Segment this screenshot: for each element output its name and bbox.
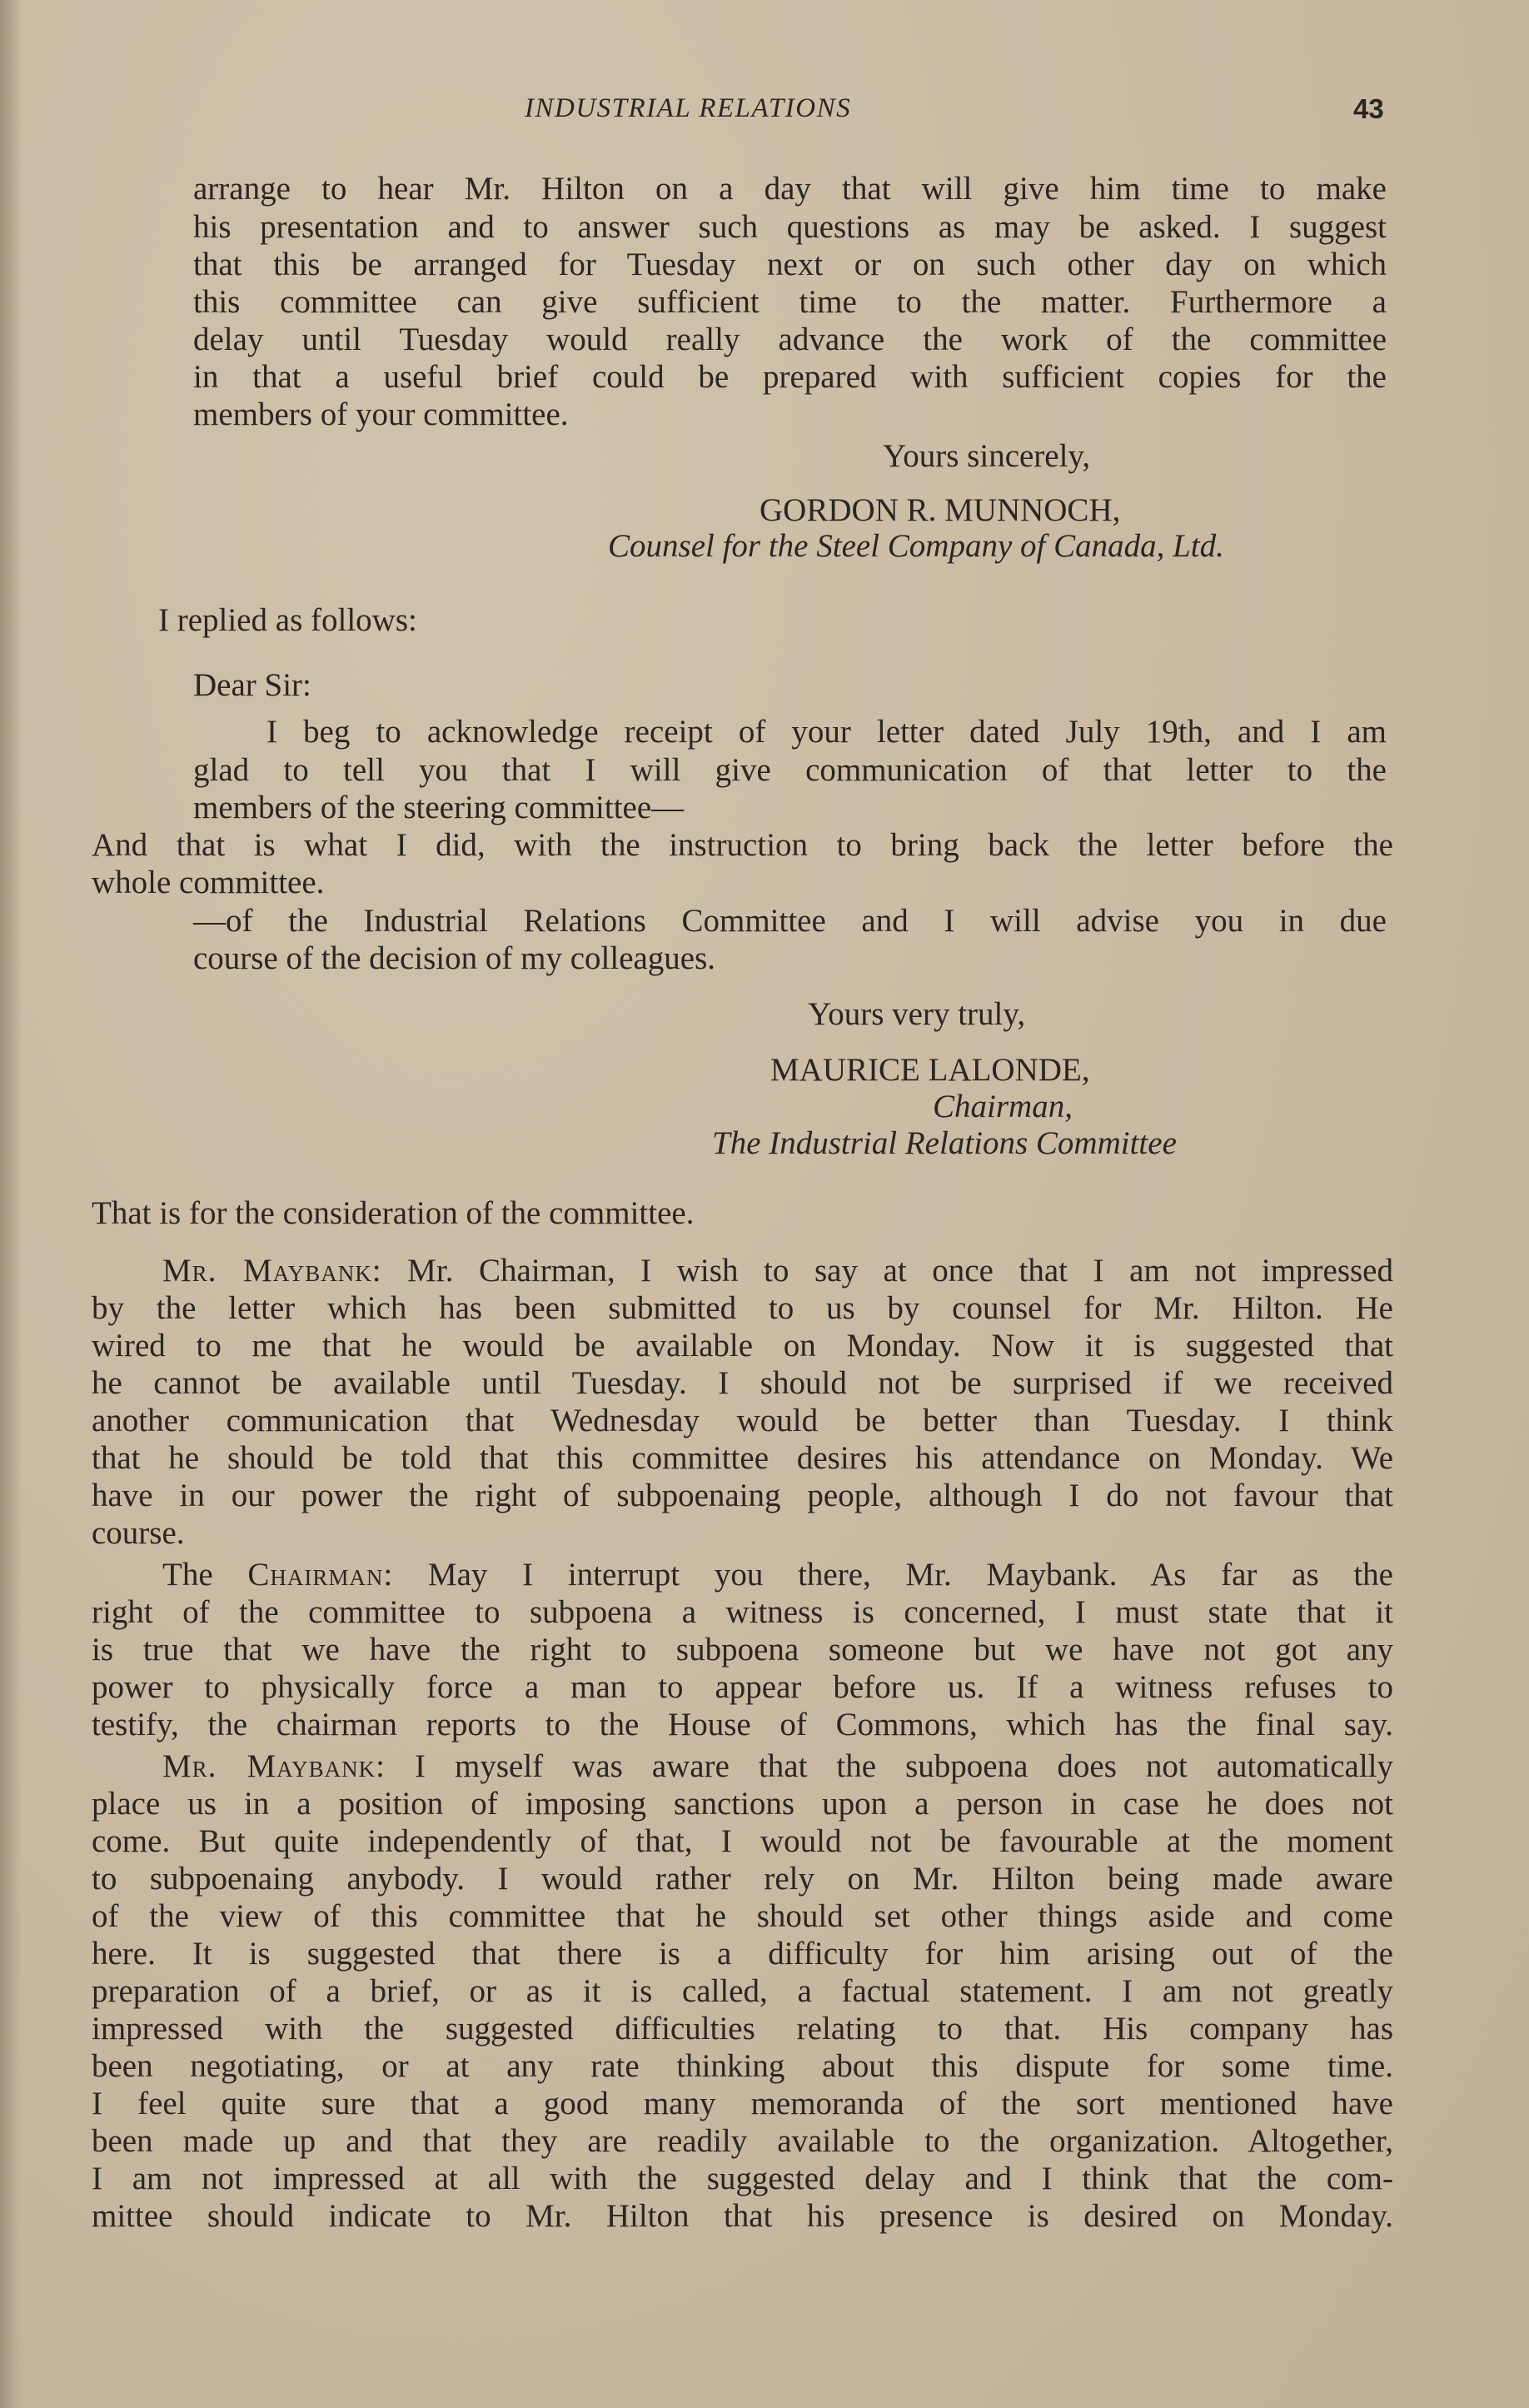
letter1-line: that this be arranged for Tuesday next or on such other day on which — [193, 247, 1387, 282]
letter1-line: delay until Tuesday would really advance the work of the committee — [193, 322, 1387, 357]
para3-line: of the view of this committee that he should set other things aside and come — [92, 1898, 1393, 1934]
letter2-line: members of the steering committee— — [193, 790, 685, 825]
speaker-name: Chairman: — [247, 1557, 394, 1593]
para2-line: The Chairman: May I interrupt you there, Mr. Maybank. As far as the — [162, 1557, 1393, 1593]
para2-line: is true that we have the right to subpoena someone but we have not got any — [92, 1632, 1393, 1668]
letter1-closing: Yours sincerely, — [883, 438, 1091, 474]
speaker-name: Mr. Maybank: — [162, 1748, 386, 1784]
letter1-signatory: GORDON R. MUNNOCH, — [760, 492, 1121, 528]
reply-intro: I replied as follows: — [158, 602, 417, 638]
letter1-line: members of your committee. — [193, 396, 569, 432]
para2-line: power to physically force a man to appear before us. If a witness refuses to — [92, 1669, 1393, 1705]
letter2-line: I beg to acknowledge receipt of your letter dated July 19th, and I am — [266, 714, 1387, 750]
letter1-signatory-title: Counsel for the Steel Company of Canada, Ltd. — [608, 528, 1224, 564]
letter2-salutation: Dear Sir: — [193, 667, 311, 703]
para1-line: he cannot be available until Tuesday. I should not be surprised if we received — [92, 1365, 1393, 1401]
para3-line: I feel quite sure that a good many memoranda of the sort mentioned have — [92, 2086, 1393, 2121]
letter1-line: his presentation and to answer such questions as may be asked. I suggest — [193, 209, 1387, 245]
page-edge-shadow — [0, 0, 22, 2408]
para1-line: wired to me that he would be available on Monday. Now it is suggested that — [92, 1328, 1393, 1364]
letter2-line: glad to tell you that I will give communication of that letter to the — [193, 752, 1387, 788]
para1-line: course. — [92, 1515, 185, 1551]
letter2-signatory: MAURICE LALONDE, — [770, 1052, 1090, 1088]
para3-line: come. But quite independently of that, I would not be favourable at the moment — [92, 1823, 1393, 1859]
page-header — [0, 93, 1529, 135]
letter1-line: in that a useful brief could be prepared with sufficient copies for the — [193, 359, 1387, 395]
para3-line: to subpoenaing anybody. I would rather rely on Mr. Hilton being made aware — [92, 1861, 1393, 1897]
para1-line: Mr. Maybank: Mr. Chairman, I wish to say at once that I am not impressed — [162, 1253, 1393, 1289]
letter2-line: course of the decision of my colleagues. — [193, 940, 716, 976]
letter2-signatory-committee: The Industrial Relations Committee — [712, 1125, 1177, 1161]
para1-line: have in our power the right of subpoenaing people, although I do not favour that — [92, 1478, 1393, 1513]
para3-line: here. It is suggested that there is a difficulty for him arising out of the — [92, 1936, 1393, 1972]
para1-line: that he should be told that this committee desires his attendance on Monday. We — [92, 1440, 1393, 1476]
interjection-line: whole committee. — [92, 865, 325, 900]
letter2-signatory-title: Chairman, — [933, 1089, 1073, 1124]
para2-line: right of the committee to subpoena a witness is concerned, I must state that it — [92, 1594, 1393, 1630]
speaker-name: Mr. Maybank: — [162, 1253, 382, 1289]
para3-line: mittee should indicate to Mr. Hilton that his presence is desired on Monday. — [92, 2198, 1393, 2234]
letter1-line: arrange to hear Mr. Hilton on a day that will give him time to make — [193, 171, 1387, 207]
consideration-note: That is for the consideration of the committee. — [92, 1195, 695, 1231]
letter2-closing: Yours very truly, — [808, 996, 1026, 1032]
page-number: 43 — [1353, 93, 1384, 124]
para3-line: preparation of a brief, or as it is called, a factual statement. I am not greatly — [92, 1973, 1393, 2009]
para1-line: another communication that Wednesday would be better than Tuesday. I think — [92, 1403, 1393, 1438]
para3-line: place us in a position of imposing sanctions upon a person in case he does not — [92, 1786, 1393, 1822]
interjection-line: And that is what I did, with the instruction to bring back the letter before the — [92, 827, 1393, 863]
para3-line: impressed with the suggested difficulties relating to that. His company has — [92, 2011, 1393, 2047]
para3-line: been made up and that they are readily available to the organization. Altogether, — [92, 2123, 1393, 2159]
para3-line: Mr. Maybank: I myself was aware that the subpoena does not automatically — [162, 1748, 1393, 1784]
para3-line: I am not impressed at all with the suggested delay and I think that the com- — [92, 2161, 1393, 2196]
letter2-line: —of the Industrial Relations Committee and I will advise you in due — [193, 903, 1387, 939]
para2-line: testify, the chairman reports to the House of Commons, which has the final say. — [92, 1707, 1393, 1742]
para1-line: by the letter which has been submitted to us by counsel for Mr. Hilton. He — [92, 1290, 1393, 1326]
letter1-line: this committee can give sufficient time to the matter. Furthermore a — [193, 284, 1387, 320]
running-title: INDUSTRIAL RELATIONS — [525, 93, 852, 123]
para3-line: been negotiating, or at any rate thinking about this dispute for some time. — [92, 2048, 1393, 2084]
